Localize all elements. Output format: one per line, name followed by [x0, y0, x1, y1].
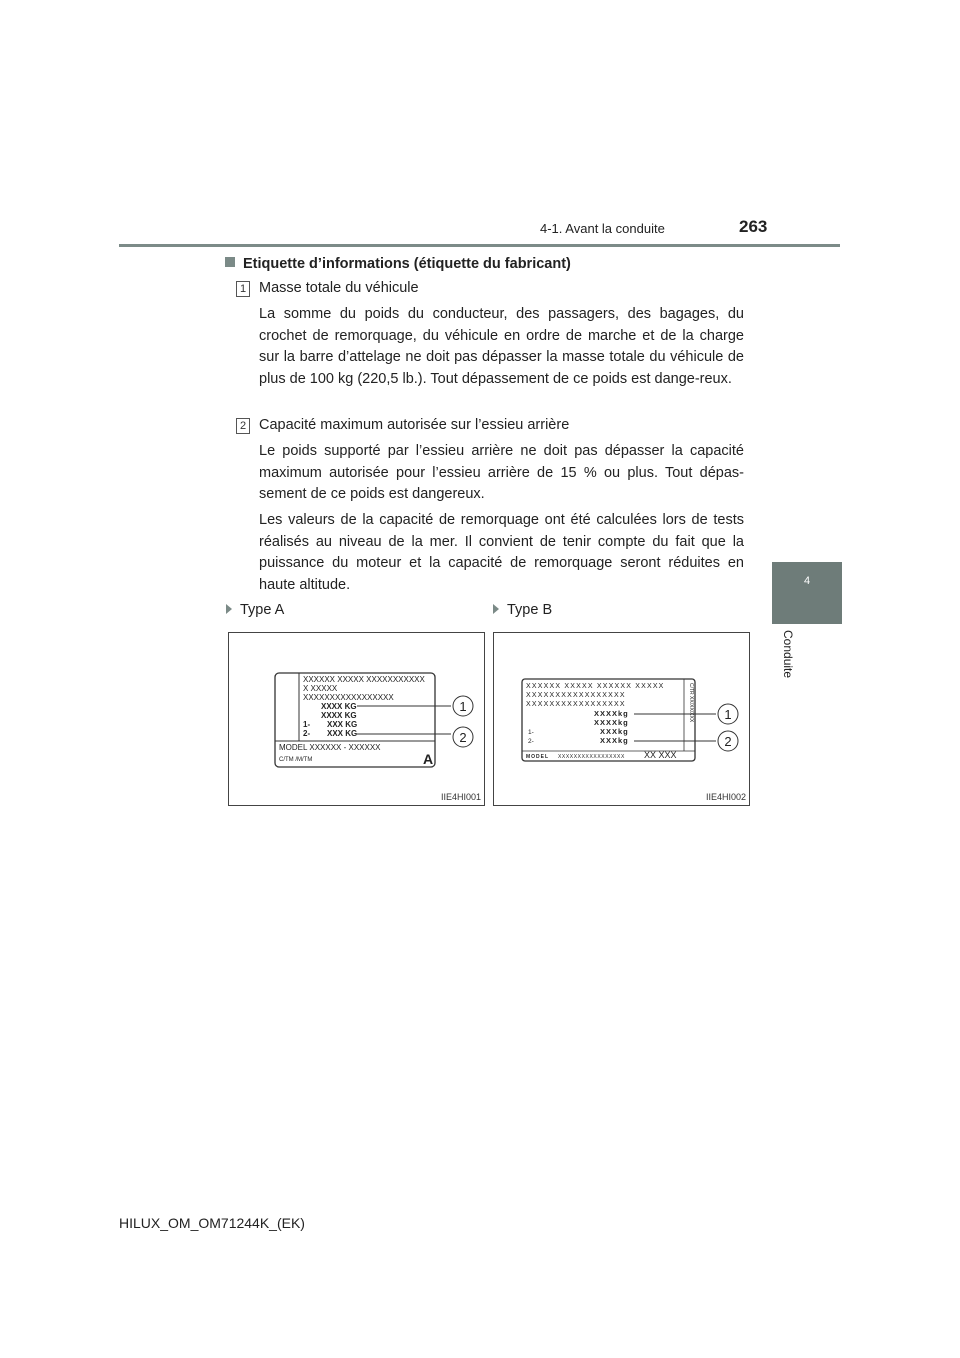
- axle-mark: 1-: [303, 720, 311, 729]
- plate-weight: XXXXkg: [594, 718, 629, 727]
- chapter-tab: [772, 562, 842, 624]
- axle-mark: 2-: [303, 729, 311, 738]
- plate-weight: XXXX KG: [321, 711, 357, 720]
- plate-model-suffix: XX XXX: [644, 750, 677, 760]
- plate-model-line: MODEL XXXXXX - XXXXXX: [279, 743, 381, 752]
- figure-code-a: IIE4HI001: [440, 792, 481, 802]
- plate-line: XXXXXXXXXXXXXXXXX: [303, 693, 394, 702]
- figure-label-type-b: [493, 602, 552, 618]
- item-number-2: 2: [236, 418, 250, 434]
- plate-weight: XXXkg: [600, 736, 629, 745]
- plate-line: X XXXXX: [303, 684, 338, 693]
- plate-weight: XXX KG: [327, 729, 358, 738]
- running-header-section: 4-1. Avant la conduite: [540, 221, 665, 236]
- plate-line: XXXXXXXXXXXXXXXXX: [526, 692, 626, 699]
- callout-number-1: 1: [459, 699, 467, 714]
- plate-vertical-codes: C/TR XX/XX/XXX: [688, 683, 694, 723]
- plate-line: XXXXXXXXXXXXXXXXX: [526, 701, 626, 708]
- item-2-paragraph-2: Les valeurs de la capacité de remorquage ont été calculées lors de tests réalisés au niveau de la mer. Il convient de tenir compte du fait que la puissance du moteur et la capacité de remorquage seront réduites en haute altitude.: [259, 512, 744, 593]
- plate-symbol: C/TM /M/TM: [279, 757, 313, 763]
- section-title: Etiquette d’informations (étiquette du fabricant): [243, 256, 571, 272]
- axle-mark: 2-: [528, 738, 534, 745]
- callout-number-2: 2: [459, 730, 467, 745]
- plate-type-letter: A: [423, 751, 434, 767]
- plate-weight: XXXX KG: [321, 702, 357, 711]
- type-b-text: Type B: [507, 602, 553, 618]
- callout-number-2: 2: [724, 734, 732, 749]
- label-plate-type-a-illustration: [229, 633, 484, 805]
- figure-type-a: [228, 632, 485, 806]
- plate-line: XXXXXX XXXXX XXXXXXXXXXX: [303, 675, 425, 684]
- document-code: HILUX_OM_OM71244K_(EK): [119, 1215, 305, 1231]
- item-title-2: Capacité maximum autorisée sur l’essieu arrière: [259, 417, 570, 433]
- item-1-paragraph: La somme du poids du conducteur, des passagers, des bagages, du crochet de remorquage, du véhicule en ordre de marche et de la charge sur la barre d’attelage ne doit pas dépasser la masse totale du véhicule de plus de 100 kg (220,5 lb.). Tout dépassement de ce poids est dange-reux.: [259, 306, 744, 387]
- plate-model-line: XXXXXXXXXXXXXXXXX: [558, 754, 625, 760]
- item-2-paragraph-1: Le poids supporté par l’essieu arrière ne doit pas dépasser la capacité maximum autorisée pour l’essieu arrière de 15 % ou plus. Tout dépas-sement de ce poids est dangereux.: [259, 443, 744, 502]
- plate-line: XXXXXX XXXXX XXXXXX XXXXX: [526, 683, 665, 690]
- chapter-label: Conduite: [781, 630, 795, 679]
- item-title-1: Masse totale du véhicule: [259, 280, 419, 296]
- label-plate-type-b-illustration: [494, 633, 749, 805]
- plate-weight: XXXkg: [600, 727, 629, 736]
- plate-model-label: MODEL: [526, 754, 550, 760]
- plate-weight: XXXXkg: [594, 709, 629, 718]
- pointer-triangle-icon: [493, 604, 499, 614]
- pointer-triangle-icon: [226, 604, 232, 614]
- page-number: 263: [739, 217, 768, 236]
- heading-square-icon: [225, 257, 235, 267]
- section-heading: [225, 256, 571, 272]
- item-number-1: 1: [236, 281, 250, 297]
- chapter-number: 4: [803, 575, 811, 587]
- figure-code-b: IIE4HI002: [705, 792, 746, 802]
- callout-number-1: 1: [724, 707, 732, 722]
- figure-type-b: [493, 632, 750, 806]
- plate-weight: XXX KG: [327, 720, 358, 729]
- type-a-text: Type A: [240, 602, 285, 618]
- figure-label-type-a: [226, 602, 284, 618]
- header-rule: [119, 244, 840, 247]
- axle-mark: 1-: [528, 729, 534, 736]
